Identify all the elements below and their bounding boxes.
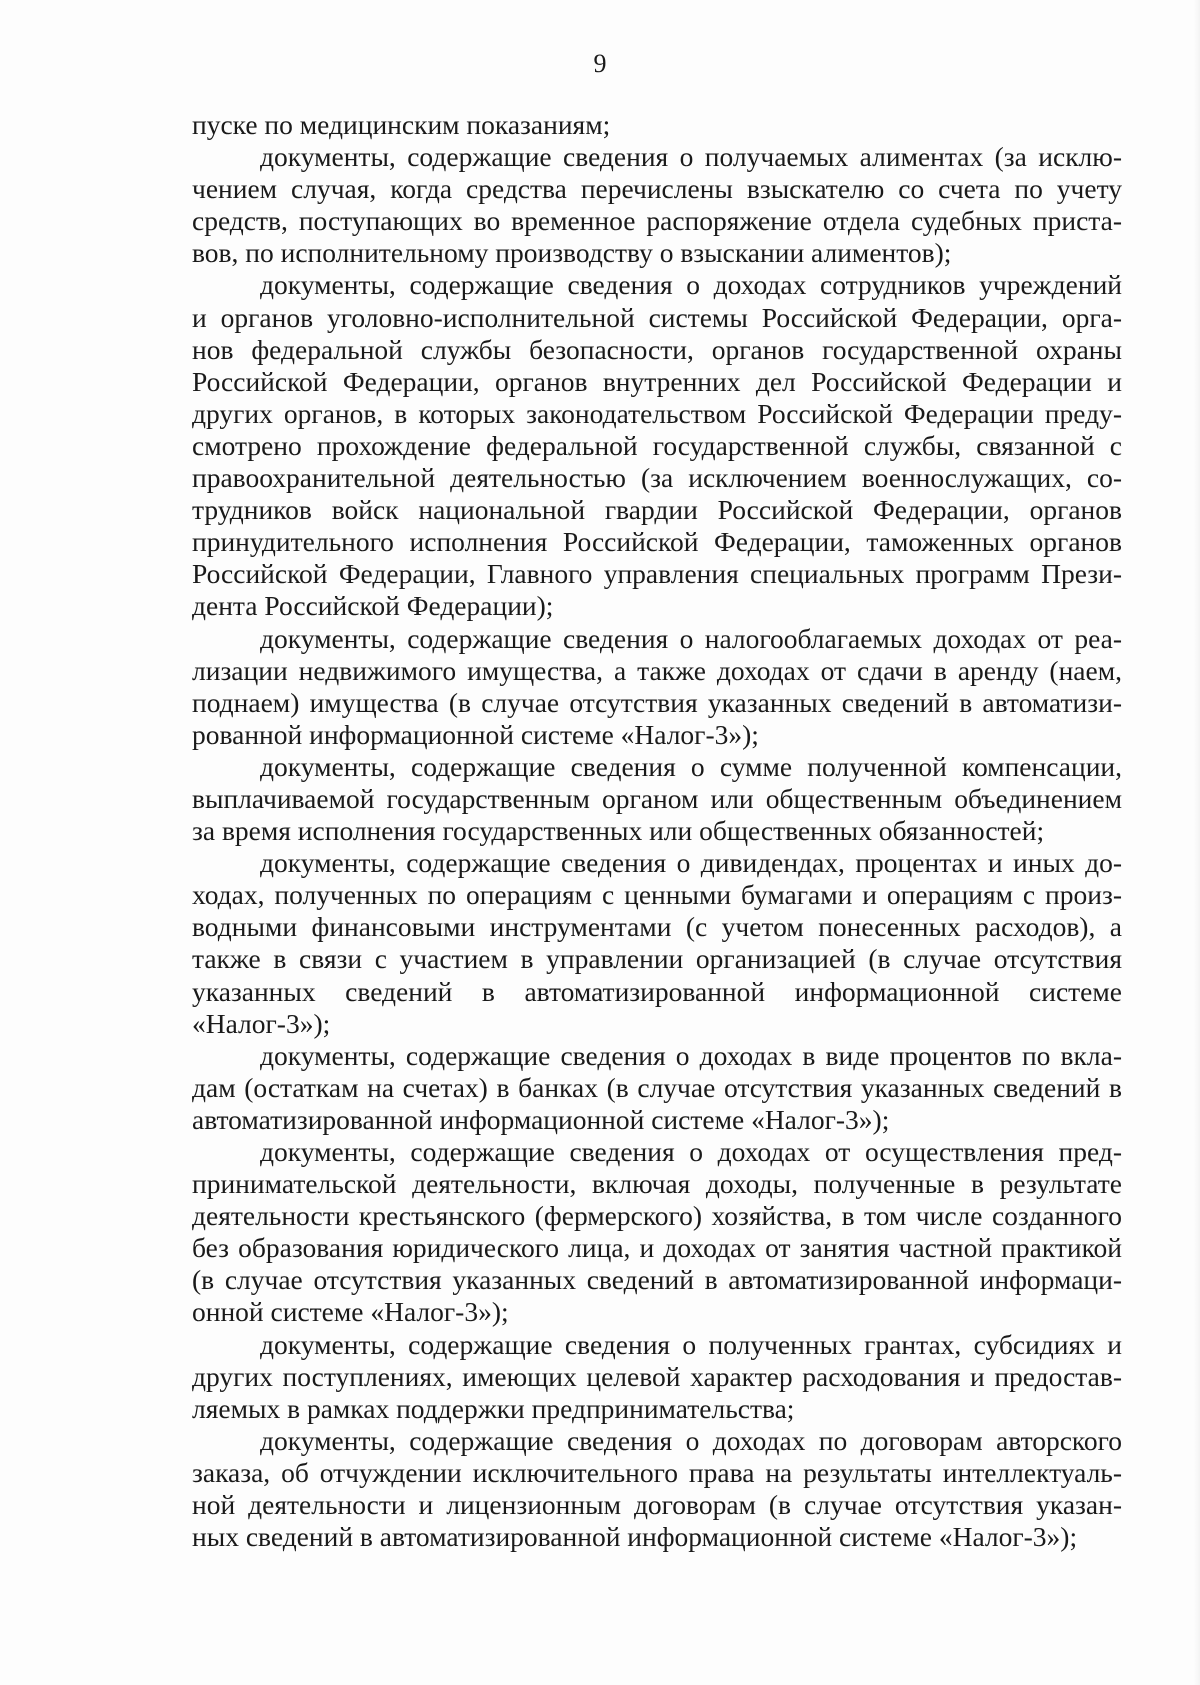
text-line: смотрено прохождение федеральной государственной службы, связанной с <box>192 429 1122 461</box>
text-line: средств, поступающих во временное распоряжение отдела судебных приста- <box>192 205 1122 237</box>
paragraph <box>192 141 1122 269</box>
paragraph <box>192 109 1122 141</box>
paragraph <box>192 1136 1122 1329</box>
text-line: дам (остаткам на счетах) в банках (в случае отсутствия указанных сведений в <box>192 1071 1122 1103</box>
paragraph <box>192 269 1122 622</box>
paragraph <box>192 847 1122 1040</box>
text-line: нов федеральной службы безопасности, органов государственной охраны <box>192 333 1122 365</box>
text-line: принимательской деятельности, включая доходы, полученные в результате <box>192 1168 1122 1200</box>
text-line: других органов, в которых законодательством Российской Федерации преду- <box>192 397 1122 429</box>
text-line: выплачиваемой государственным органом или общественным объединением <box>192 782 1122 814</box>
document-body <box>192 109 1122 1553</box>
text-line: ной деятельности и лицензионным договорам (в случае отсутствия указан- <box>192 1489 1122 1521</box>
text-line: правоохранительной деятельностью (за исключением военнослужащих, со- <box>192 462 1122 494</box>
text-line: без образования юридического лица, и доходах от занятия частной практикой <box>192 1232 1122 1264</box>
text-line: других поступлениях, имеющих целевой характер расходования и предостав- <box>192 1360 1122 1392</box>
text-line: лизации недвижимого имущества, а также доходах от сдачи в аренду (наем, <box>192 654 1122 686</box>
text-line: Российской Федерации, Главного управления специальных программ Прези- <box>192 558 1122 590</box>
text-line: принудительного исполнения Российской Федерации, таможенных органов <box>192 526 1122 558</box>
paragraph <box>192 1040 1122 1136</box>
text-line: (в случае отсутствия указанных сведений в автоматизированной информаци- <box>192 1264 1122 1296</box>
text-line: указанных сведений в автоматизированной информационной системе <box>192 975 1122 1007</box>
text-line: ляемых в рамках поддержки предпринимательства; <box>192 1392 795 1424</box>
text-line: за время исполнения государственных или общественных обязанностей; <box>192 815 1045 847</box>
text-line: документы, содержащие сведения о дивидендах, процентах и иных до- <box>260 847 1122 879</box>
text-line: документы, содержащие сведения о получаемых алиментах (за исклю- <box>260 141 1122 173</box>
text-line: поднаем) имущества (в случае отсутствия указанных сведений в автоматизи- <box>192 686 1122 718</box>
text-line: ных сведений в автоматизированной информационной системе «Налог-3»); <box>192 1521 1078 1553</box>
scan-edge-shadow <box>1194 0 1200 1685</box>
text-line: рованной информационной системе «Налог-3»); <box>192 718 759 750</box>
text-line: вов, по исполнительному производству о взыскании алиментов); <box>192 237 952 269</box>
text-line: деятельности крестьянского (фермерского) хозяйства, в том числе созданного <box>192 1200 1122 1232</box>
text-line: документы, содержащие сведения о сумме полученной компенсации, <box>260 750 1122 782</box>
text-line: документы, содержащие сведения о доходах от осуществления пред- <box>260 1136 1122 1167</box>
text-line: трудников войск национальной гвардии Российской Федерации, органов <box>192 494 1122 526</box>
text-line: также в связи с участием в управлении организацией (в случае отсутствия <box>192 943 1122 975</box>
text-line: онной системе «Налог-3»); <box>192 1296 509 1328</box>
paragraph <box>192 1425 1122 1553</box>
text-line: заказа, об отчуждении исключительного права на результаты интеллектуаль- <box>192 1456 1122 1488</box>
page-number: 9 <box>593 49 607 78</box>
text-line: «Налог-3»); <box>192 1007 331 1039</box>
text-line: документы, содержащие сведения о доходах сотрудников учреждений <box>260 269 1122 301</box>
text-line: автоматизированной информационной системе «Налог-3»); <box>192 1103 890 1135</box>
text-line: документы, содержащие сведения о доходах в виде процентов по вкла- <box>260 1039 1122 1071</box>
text-line: чением случая, когда средства перечислены взыскателю со счета по учету <box>192 173 1122 205</box>
text-line: ходах, полученных по операциям с ценными бумагами и операциям с произ- <box>192 879 1122 911</box>
paragraph <box>192 623 1122 751</box>
paragraph <box>192 1329 1122 1425</box>
paragraph <box>192 751 1122 847</box>
text-line: документы, содержащие сведения о полученных грантах, субсидиях и <box>260 1328 1122 1360</box>
text-line: Российской Федерации, органов внутренних дел Российской Федерации и <box>192 365 1122 397</box>
text-line: документы, содержащие сведения о налогооблагаемых доходах от реа- <box>260 622 1122 654</box>
text-line: водными финансовыми инструментами (с учетом понесенных расходов), а <box>192 911 1122 943</box>
text-line: документы, содержащие сведения о доходах по договорам авторского <box>260 1424 1122 1456</box>
text-line: дента Российской Федерации); <box>192 590 554 622</box>
text-line: пуске по медицинским показаниям; <box>192 109 611 140</box>
text-line: и органов уголовно-исполнительной системы Российской Федерации, орга- <box>192 301 1122 333</box>
